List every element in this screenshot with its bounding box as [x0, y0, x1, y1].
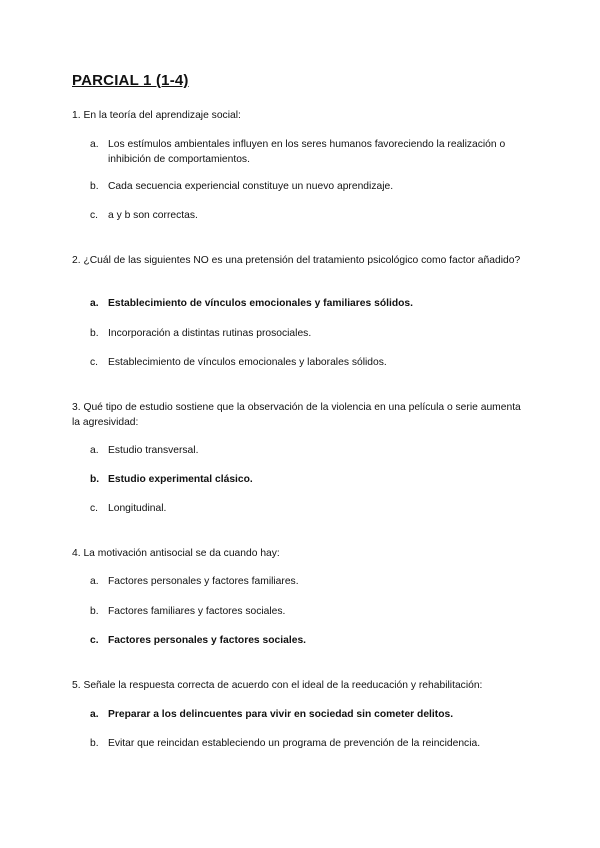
question-4: 4. La motivación antisocial se da cuando hay: [72, 548, 280, 559]
option-text: Preparar a los delincuentes para vivir en sociedad sin cometer delitos. [108, 709, 454, 720]
option-text: Los estímulos ambientales influyen en los seres humanos favoreciendo la realización o inhibición de comportamientos. [108, 139, 506, 165]
option-letter: a. [90, 298, 99, 309]
option-text: Incorporación a distintas rutinas prosociales. [108, 328, 312, 339]
question-5-option-a [90, 707, 530, 722]
question-2-option-a [90, 296, 530, 311]
question-4-option-a [90, 574, 530, 589]
option-text: Estudio transversal. [108, 445, 199, 456]
option-letter: a. [90, 445, 99, 456]
question-2-option-c [90, 355, 530, 370]
option-letter: b. [90, 738, 99, 749]
option-letter: a. [90, 709, 99, 720]
question-1-option-b [90, 179, 530, 194]
option-letter: b. [90, 328, 99, 339]
option-text: Factores personales y factores familiares. [108, 576, 299, 587]
option-letter: c. [90, 357, 99, 368]
question-1: 1. En la teoría del aprendizaje social: [72, 110, 241, 121]
question-4-option-c [90, 633, 530, 648]
option-text: Evitar que reincidan estableciendo un programa de prevención de la reincidencia. [108, 738, 481, 749]
question-5: 5. Señale la respuesta correcta de acuerdo con el ideal de la reeducación y rehabilitación: [72, 680, 483, 691]
question-5-option-b [90, 736, 530, 751]
option-text: Establecimiento de vínculos emocionales y laborales sólidos. [108, 357, 387, 368]
option-letter: c. [90, 635, 99, 646]
option-text: a y b son correctas. [108, 210, 198, 221]
question-3: 3. Qué tipo de estudio sostiene que la observación de la violencia en una película o serie aumenta la agresividad: [72, 402, 521, 428]
option-text: Longitudinal. [108, 503, 167, 514]
question-1-option-c [90, 208, 530, 223]
question-4-option-b [90, 604, 530, 619]
option-letter: c. [90, 503, 99, 514]
option-letter: b. [90, 181, 99, 192]
question-3-option-a [90, 443, 530, 458]
option-text: Factores personales y factores sociales. [108, 635, 307, 646]
option-text: Factores familiares y factores sociales. [108, 606, 286, 617]
option-letter: b. [90, 474, 100, 485]
option-text: Cada secuencia experiencial constituye un nuevo aprendizaje. [108, 181, 394, 192]
option-text: Estudio experimental clásico. [108, 474, 253, 485]
option-letter: a. [90, 139, 99, 150]
page-title: PARCIAL 1 (1-4) [72, 72, 189, 89]
option-letter: c. [90, 210, 99, 221]
question-2: 2. ¿Cuál de las siguientes NO es una pretensión del tratamiento psicológico como factor añadido? [72, 255, 521, 266]
option-text: Establecimiento de vínculos emocionales y familiares sólidos. [108, 298, 414, 309]
question-2-option-b [90, 326, 530, 341]
question-3-option-b [90, 472, 530, 487]
option-letter: a. [90, 576, 99, 587]
question-3-option-c [90, 501, 530, 516]
option-letter: b. [90, 606, 99, 617]
question-1-option-a [90, 137, 530, 167]
